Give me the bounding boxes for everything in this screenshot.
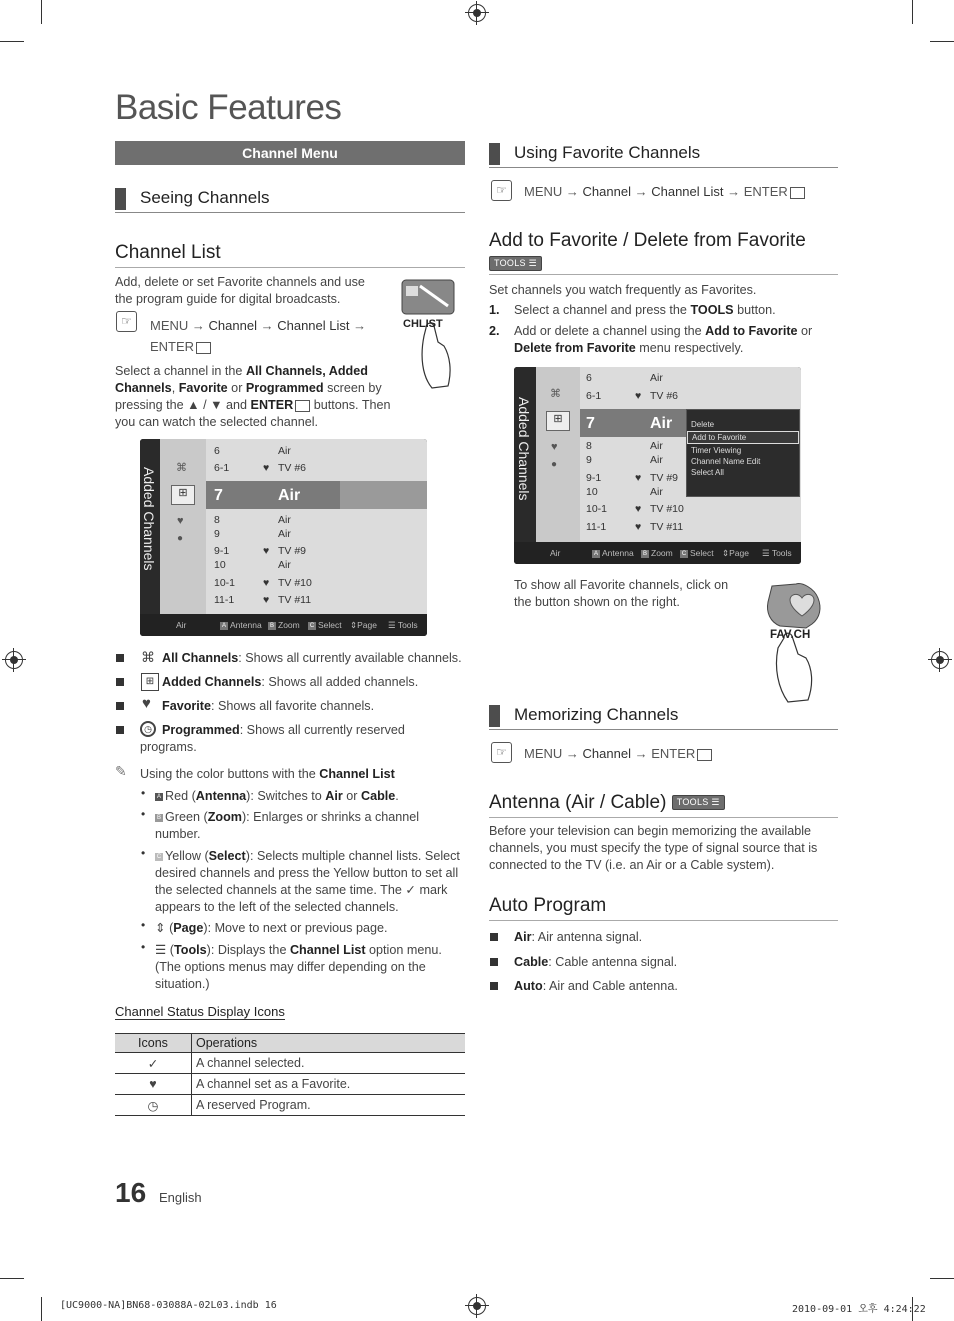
fav-ch-label: FAV.CH	[770, 629, 811, 641]
page-title: Basic Features	[115, 88, 342, 127]
section-marker	[115, 188, 126, 210]
step-text: Select a channel and press the TOOLS button.	[514, 303, 776, 317]
add-favorite-heading: Add to Favorite / Delete from Favorite TOOLS ☰	[489, 230, 838, 275]
selected-row-extension	[340, 481, 427, 509]
page-language: English	[159, 1190, 202, 1205]
section-marker	[489, 705, 500, 727]
footer-air: Air	[550, 548, 561, 558]
section-heading	[489, 705, 838, 730]
channel-list-screen	[140, 439, 427, 636]
channel-name: Air	[278, 445, 291, 457]
crop-mark	[41, 1297, 42, 1321]
green-button-text: B Green (Zoom): Enlarges or shrinks a channel number.	[155, 810, 420, 841]
all-channels-icon: ⌘	[141, 649, 155, 665]
enter-icon	[196, 342, 211, 354]
added-channels-icon: ⊞	[141, 673, 159, 691]
section-heading-text: Memorizing Channels	[514, 705, 679, 724]
tools-badge: TOOLS ☰	[489, 256, 542, 271]
channel-name: TV #10	[650, 503, 684, 515]
section-heading	[115, 188, 465, 213]
channel-name: TV #10	[278, 577, 312, 589]
footer-page: ⇕Page	[722, 548, 749, 558]
status-icons-heading: Channel Status Display Icons	[115, 1004, 285, 1019]
favorite-heart-icon: ♥	[635, 390, 642, 402]
bullet-square	[490, 982, 498, 990]
channel-num: 6-1	[586, 390, 602, 402]
channel-num: 9	[586, 454, 592, 466]
channel-num: 8	[586, 440, 592, 452]
favorite-icon: ♥	[142, 695, 151, 712]
favorite-heart-icon: ♥	[263, 577, 270, 589]
status-icons-table	[115, 1033, 465, 1116]
channel-name: TV #11	[278, 594, 312, 606]
auto-program-heading: Auto Program	[489, 895, 838, 921]
section-heading	[489, 143, 838, 168]
added-channels-icon: ⊞	[171, 485, 195, 505]
auto-item: Air: Air antenna signal.	[514, 930, 643, 944]
registration-mark-icon	[468, 1297, 486, 1315]
all-channels-icon: ⌘	[550, 388, 561, 400]
channel-name: TV #11	[650, 521, 684, 533]
enter-icon	[697, 749, 712, 761]
intro-text: Add, delete or set Favorite channels and use the program guide for digital broadcasts.	[115, 275, 365, 306]
crop-mark	[0, 41, 24, 42]
menu-note-icon: ☞	[116, 311, 137, 332]
enter-icon	[295, 400, 310, 412]
footer-tools: ☰ Tools	[762, 548, 792, 558]
channel-num: 9-1	[214, 545, 230, 557]
select-channel-text: Select a channel in the All Channels, Added Channels, Favorite or Programmed screen by pressing the ▲ / ▼ and ENTER buttons. Then you can watch the selected channel.	[115, 364, 391, 429]
crop-mark	[912, 0, 913, 24]
table-row	[115, 1074, 465, 1095]
bullet-square	[490, 933, 498, 941]
print-date-info: 2010-09-01 오후 4:24:22	[792, 1304, 926, 1315]
channel-name: Air	[278, 514, 291, 526]
crop-mark	[41, 0, 42, 24]
favorite-icon: ♥	[177, 515, 184, 527]
favorite-heart-icon: ♥	[263, 545, 270, 557]
selected-channel-name: Air	[650, 415, 673, 432]
page-number: 16	[115, 1177, 147, 1208]
channel-num: 6	[214, 445, 220, 457]
channel-num: 10-1	[586, 503, 608, 515]
step-text: Add or delete a channel using the Add to Favorite or Delete from Favorite menu respectively.	[514, 324, 813, 355]
note-text: Using the color buttons with the Channel List	[140, 767, 395, 781]
channel-num: 10-1	[214, 577, 236, 589]
channel-num: 6	[586, 372, 592, 384]
print-file-info: [UC9000-NA]BN68-03088A-02L03.indb 16	[60, 1300, 277, 1311]
chlist-label: CHLIST	[403, 318, 443, 330]
registration-mark-icon	[5, 651, 23, 669]
note-pencil-icon: ✎	[115, 763, 127, 779]
sub-bullet: •	[141, 846, 146, 860]
chlist-remote-button-icon	[398, 276, 460, 396]
channel-menu-bar: Channel Menu	[115, 141, 465, 165]
selected-channel-name: Air	[278, 487, 301, 504]
menu-item-delete[interactable]: Delete	[691, 420, 715, 429]
menu-note-icon: ☞	[491, 742, 512, 763]
yellow-button-text: C Yellow (Select): Selects multiple channel lists. Select desired channels and press the Yellow button to set all the selected channels at the same time. The ✓ mark appears to the left of the selected channels.	[155, 849, 460, 914]
programmed-icon: ●	[551, 459, 558, 470]
favorite-screen	[514, 367, 801, 564]
channel-name: TV #9	[650, 472, 679, 484]
table-cell: A channel set as a Favorite.	[192, 1074, 466, 1095]
menu-item-channel-name-edit[interactable]: Channel Name Edit	[691, 457, 761, 466]
programmed-clock-icon: ◷	[140, 721, 156, 737]
footer-antenna: A Antenna	[221, 620, 262, 630]
footer-tools: ☰ Tools	[388, 620, 418, 630]
footer-zoom: B Zoom	[269, 620, 300, 630]
menu-path: MENU → Channel → Channel List → ENTER	[524, 184, 805, 199]
channel-name: TV #6	[278, 462, 307, 474]
channel-num: 8	[214, 514, 220, 526]
menu-path: MENU → Channel → ENTER	[524, 746, 712, 761]
registration-mark-icon	[468, 4, 486, 22]
selected-channel-num: 7	[586, 415, 595, 432]
section-marker	[489, 143, 500, 165]
selected-channel-row[interactable]	[580, 409, 690, 437]
table-cell: A channel selected.	[192, 1053, 466, 1074]
crop-mark	[930, 1278, 954, 1279]
footer-page: ⇕Page	[350, 620, 377, 630]
crop-mark	[0, 1278, 24, 1279]
channel-name: TV #9	[278, 545, 307, 557]
auto-item: Auto: Air and Cable antenna.	[514, 979, 678, 993]
menu-item-select-all[interactable]: Select All	[691, 468, 724, 477]
channel-num: 9-1	[586, 472, 602, 484]
channel-name: Air	[650, 440, 663, 452]
channel-num: 10	[586, 486, 598, 498]
bullet-square	[116, 678, 124, 686]
footer-select: C Select	[309, 620, 342, 630]
sub-bullet: •	[141, 786, 146, 800]
page-button-text: ⇕ (Page): Move to next or previous page.	[155, 921, 388, 935]
favorite-heart-icon: ♥	[263, 462, 270, 474]
menu-item-add-to-favorite[interactable]: Add to Favorite	[687, 431, 799, 444]
checkmark-icon: ✓	[405, 883, 416, 897]
channel-num: 10	[214, 559, 226, 571]
step-number: 1.	[489, 303, 500, 317]
screen-side-label: Added Channels	[141, 467, 157, 571]
bullet-all-channels: All Channels: Shows all currently available channels.	[162, 651, 462, 665]
sub-bullet: •	[141, 940, 146, 954]
bullet-favorite: Favorite: Shows all favorite channels.	[162, 699, 375, 713]
channel-name: Air	[278, 528, 291, 540]
bullet-square	[490, 958, 498, 966]
red-button-text: A Red (Antenna): Switches to Air or Cable.	[156, 789, 399, 803]
screen-side-label: Added Channels	[516, 397, 532, 501]
enter-icon	[790, 187, 805, 199]
table-row	[115, 1095, 465, 1116]
checkmark-icon: ✓	[115, 1053, 192, 1074]
tools-button-text: ☰ (Tools): Displays the Channel List option menu. (The options menus may differ depending on the situation.)	[155, 943, 442, 991]
bullet-square	[116, 702, 124, 710]
tools-context-menu	[686, 409, 800, 497]
sub-bullet: •	[141, 918, 146, 932]
footer-select: C Select	[681, 548, 714, 558]
channel-num: 11-1	[214, 594, 235, 606]
favorite-heart-icon: ♥	[263, 594, 270, 606]
channel-name: Air	[650, 372, 663, 384]
footer-air: Air	[176, 620, 187, 630]
step-number: 2.	[489, 324, 500, 338]
crop-mark	[930, 41, 954, 42]
auto-item: Cable: Cable antenna signal.	[514, 955, 678, 969]
registration-mark-icon	[931, 651, 949, 669]
selected-channel-row[interactable]	[206, 481, 340, 509]
channel-name: Air	[650, 486, 663, 498]
table-header: Icons	[115, 1034, 192, 1053]
favorite-heart-icon: ♥	[635, 521, 642, 533]
bullet-square	[116, 726, 124, 734]
section-heading-text: Using Favorite Channels	[514, 143, 701, 162]
all-channels-icon: ⌘	[176, 462, 187, 474]
table-header: Operations	[192, 1034, 466, 1053]
screen-footer	[514, 542, 801, 564]
favorite-heart-icon: ♥	[635, 472, 642, 484]
footer-antenna: A Antenna	[593, 548, 634, 558]
screen-channel-list	[206, 439, 427, 614]
table-row	[115, 1053, 465, 1074]
channel-num: 9	[214, 528, 220, 540]
bullet-added-channels: Added Channels: Shows all added channels.	[162, 675, 419, 689]
channel-num: 11-1	[586, 521, 607, 533]
sub-bullet: •	[141, 807, 146, 821]
channel-name: Air	[650, 454, 663, 466]
antenna-heading: Antenna (Air / Cable) TOOLS ☰	[489, 792, 838, 818]
table-cell: A reserved Program.	[192, 1095, 466, 1116]
added-channels-icon: ⊞	[546, 411, 570, 431]
bullet-programmed: Programmed: Shows all currently reserved programs.	[140, 723, 405, 754]
programmed-icon: ●	[177, 533, 184, 544]
set-favorite-text: Set channels you watch frequently as Favorites.	[489, 283, 757, 297]
favorite-heart-icon: ♥	[635, 503, 642, 515]
tools-icon: ☰	[155, 943, 167, 957]
section-heading-text: Seeing Channels	[140, 188, 270, 207]
menu-path: MENU → Channel → Channel List → ENTER	[150, 318, 367, 354]
fav-ch-remote-button-icon	[762, 578, 828, 710]
channel-num: 6-1	[214, 462, 230, 474]
channel-list-heading: Channel List	[115, 242, 465, 268]
channel-name: Air	[278, 559, 291, 571]
screen-footer	[140, 614, 427, 636]
heart-icon: ♥	[115, 1074, 192, 1095]
channel-name: TV #6	[650, 390, 679, 402]
tools-badge: TOOLS ☰	[672, 795, 725, 810]
page-updown-icon: ⇕	[155, 921, 166, 935]
clock-icon: ◷	[115, 1095, 192, 1116]
show-favorites-text: To show all Favorite channels, click on the button shown on the right.	[514, 578, 729, 609]
menu-note-icon: ☞	[491, 180, 512, 201]
selected-channel-num: 7	[214, 487, 223, 504]
antenna-text: Before your television can begin memorizing the available channels, you must specify the type of signal source that is connected to the TV (i.e. an Air or a Cable system).	[489, 824, 818, 872]
footer-zoom: B Zoom	[642, 548, 673, 558]
menu-item-timer-viewing[interactable]: Timer Viewing	[691, 446, 742, 455]
bullet-square	[116, 654, 124, 662]
favorite-icon: ♥	[551, 441, 558, 453]
